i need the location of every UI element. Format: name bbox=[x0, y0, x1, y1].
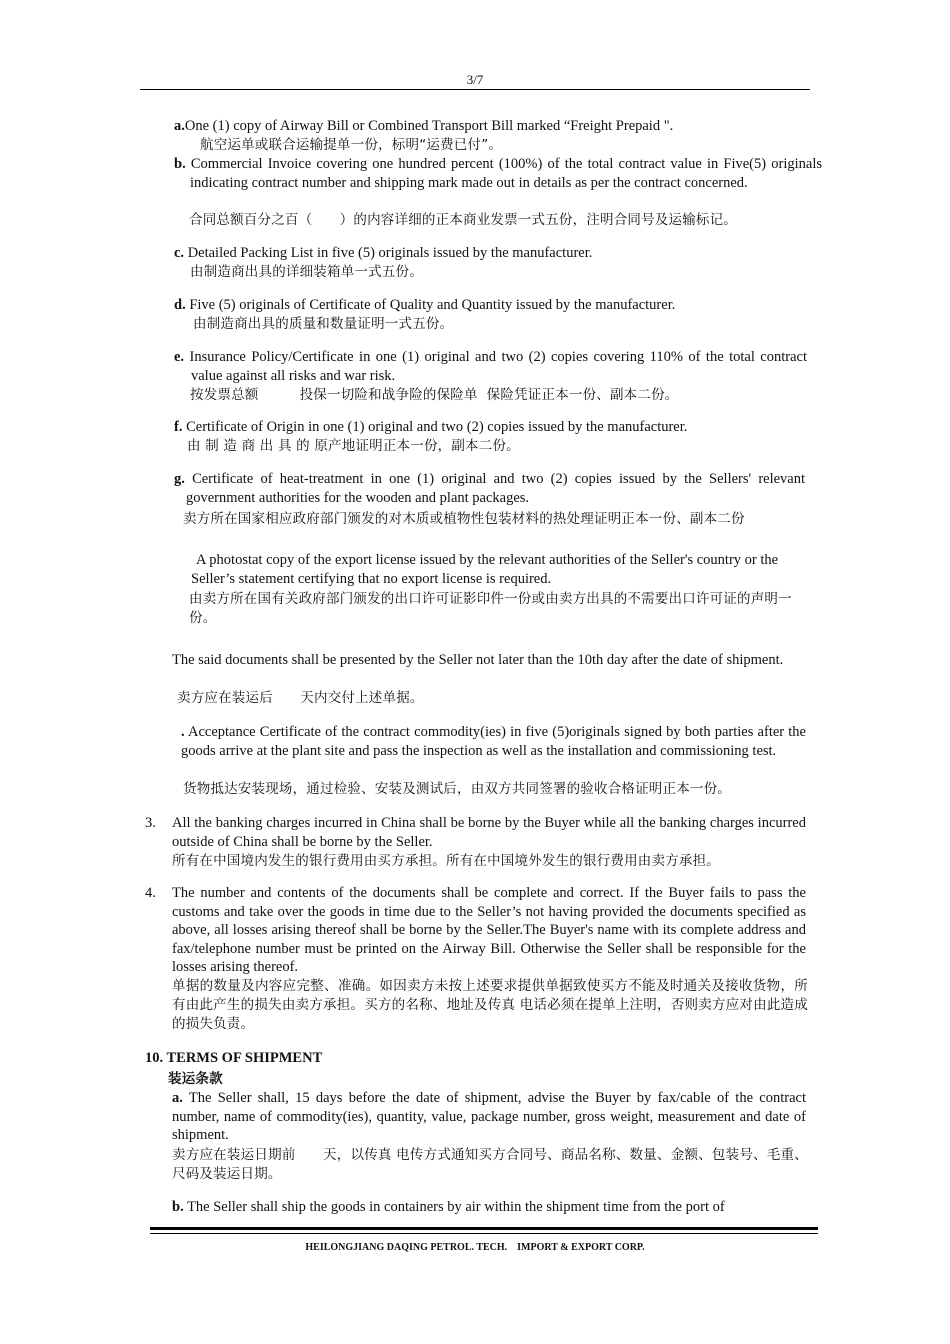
clause-3-number: 3. bbox=[145, 815, 156, 831]
clause-4-number: 4. bbox=[145, 885, 156, 901]
acceptance-certificate-cn: 货物抵达安装现场，通过检验、安装及测试后，由双方共同签署的验收合格证明正本一份。 bbox=[183, 781, 731, 797]
item-h-cn: 由卖方所在国有关政府部门颁发的出口许可证影印件一份或由卖方出具的不需要出口许可证的声明一份。 bbox=[189, 591, 792, 626]
shipment-by-air-en: b. The Seller shall ship the goods in containers by air within the shipment time from the port of bbox=[172, 1199, 725, 1215]
item-d-cn: 由制造商出具的质量和数量证明一式五份。 bbox=[193, 316, 454, 332]
item-b-cn: 合同总额百分之百（ ）的内容详细的正本商业发票一式五份，注明合同号及运输标记。 bbox=[189, 212, 737, 228]
item-g-en: g. Certificate of heat-treatment in one (1) original and two (2) copies issued by the Sellers' relevant government authorities for the wooden and plant packages. bbox=[174, 471, 806, 506]
footer-rule-thin bbox=[150, 1233, 818, 1234]
item-f-en: f. Certificate of Origin in one (1) original and two (2) copies issued by the manufacturer. bbox=[174, 419, 688, 435]
item-g-cn: 卖方所在国家相应政府部门颁发的对木质或植物性包装材料的热处理证明正本一份、副本二份 bbox=[183, 511, 745, 527]
item-e-cn: 按发票总额 投保一切险和战争险的保险单 保险凭证正本一份、副本二份。 bbox=[190, 387, 679, 403]
section-10-heading: 10. TERMS OF SHIPMENT bbox=[145, 1050, 323, 1066]
shipment-advice-cn: 卖方应在装运日期前 天，以传真 电传方式通知买方合同号、商品名称、数量、金额、包装号、毛重、尺码及装运日期。 bbox=[172, 1147, 808, 1182]
header-rule bbox=[140, 89, 810, 90]
item-a-en: a.One (1) copy of Airway Bill or Combined Transport Bill marked “Freight Prepaid ". bbox=[174, 118, 674, 134]
item-c-cn: 由制造商出具的详细装箱单一式五份。 bbox=[190, 264, 423, 280]
footer-company-name: HEILONGJIANG DAQING PETROL. TECH. IMPORT & EXPORT CORP. bbox=[305, 1242, 645, 1253]
acceptance-certificate-en: . Acceptance Certificate of the contract commodity(ies) in five (5)originals signed by both parties after the goods arrive at the plant site and pass the inspection as well as the installation and commissioning test. bbox=[181, 724, 806, 759]
section-10-heading-cn: 装运条款 bbox=[168, 1071, 223, 1087]
item-b-en: b. Commercial Invoice covering one hundred percent (100%) of the total contract value in Five(5) originals indicating contract number and shipping mark made out in details as per the contract concerned. bbox=[174, 156, 822, 191]
clause-4-en: The number and contents of the documents shall be complete and correct. If the Buyer fails to pass the customs and take over the goods in time due to the Seller’s not having provided the documents specified as above, all losses arising thereof shall be borne by the Seller.The Buyer's name with its complete address and fax/telephone number must be printed on the Airway Bill. Otherwise the Seller shall be responsible for the losses arising thereof. bbox=[172, 885, 806, 975]
shipment-advice-en: a. The Seller shall, 15 days before the date of shipment, advise the Buyer by fax/cable of the contract number, name of commodity(ies), quantity, value, package number, gross weight, measurement and date of shipment. bbox=[172, 1090, 806, 1143]
footer-rule-thick bbox=[150, 1227, 818, 1230]
page-number: 3/7 bbox=[466, 72, 484, 87]
documents-deadline-cn: 卖方应在装运后 天内交付上述单据。 bbox=[177, 690, 424, 706]
item-d-en: d. Five (5) originals of Certificate of Quality and Quantity issued by the manufacturer. bbox=[174, 297, 676, 313]
item-h-en: A photostat copy of the export license issued by the relevant authorities of the Seller's country or the Seller’s statement certifying that no export license is required. bbox=[191, 552, 779, 587]
item-a-cn: 航空运单或联合运输提单一份，标明“运费已付”。 bbox=[200, 137, 503, 153]
item-e-en: e. Insurance Policy/Certificate in one (1) original and two (2) copies covering 110% of the total contract value against all risks and war risk. bbox=[174, 349, 808, 384]
clause-4-cn: 单据的数量及内容应完整、准确。如因卖方未按上述要求提供单据致使买方不能及时通关及接收货物，所有由此产生的损失由卖方承担。买方的名称、地址及传真 电话必须在提单上注明，否则卖方应对由此造成的损失负责。 bbox=[172, 978, 808, 1032]
clause-3-en: All the banking charges incurred in China shall be borne by the Buyer while all the banking charges incurred outside of China shall be borne by the Seller. bbox=[172, 815, 806, 850]
item-f-cn: 由 制 造 商 出 具 的 原产地证明正本一份，副本二份。 bbox=[187, 438, 520, 454]
clause-3-cn: 所有在中国境内发生的银行费用由买方承担。所有在中国境外发生的银行费用由卖方承担。 bbox=[172, 853, 720, 869]
item-c-en: c. Detailed Packing List in five (5) originals issued by the manufacturer. bbox=[174, 245, 593, 261]
documents-deadline-en: The said documents shall be presented by the Seller not later than the 10th day after the date of shipment. bbox=[172, 652, 784, 668]
